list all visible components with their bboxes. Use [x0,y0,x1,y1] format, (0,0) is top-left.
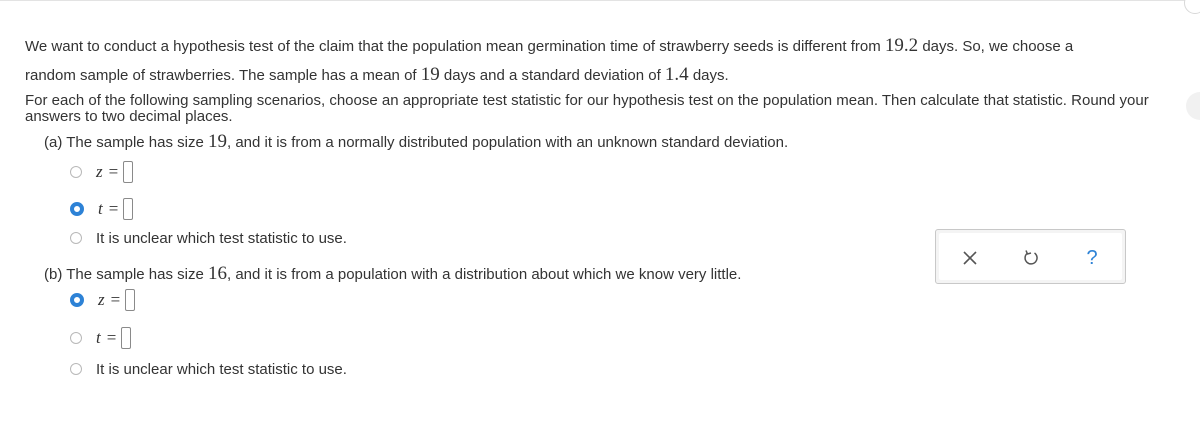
part-a-label: (a) [44,134,63,151]
t-variable: t [98,199,103,218]
t-answer-input[interactable] [123,198,133,220]
side-tab[interactable] [1186,92,1200,120]
part-b-sample-size: 16 [208,263,227,284]
part-b-option-t[interactable] [70,326,131,350]
option-label: It is unclear which test statistic to use. [96,229,347,247]
part-a-option-unclear[interactable] [70,226,347,250]
intro-text: random sample of strawberries. The sample has a mean of [25,67,417,84]
help-button[interactable] [1080,246,1104,270]
equals-sign: = [108,199,119,218]
claimed-mean-value: 19.2 [884,35,919,56]
radio-button-selected[interactable] [70,293,84,307]
intro-text: days and a standard deviation of [443,67,661,84]
intro-line-1 [25,33,1175,59]
z-answer-input[interactable] [123,161,133,183]
equals-sign: = [108,162,119,181]
intro-text: days. So, we choose a [922,38,1074,55]
std-dev-value: 1.4 [664,64,689,85]
z-answer-input[interactable] [125,289,135,311]
clear-button[interactable] [958,246,982,270]
part-b-label: (b) [44,266,63,283]
part-b-option-unclear[interactable] [70,357,347,381]
radio-button[interactable] [70,166,82,178]
t-answer-input[interactable] [121,327,131,349]
z-variable: z [96,162,103,181]
sample-mean-value: 19 [420,64,440,85]
part-a-sample-size: 19 [208,131,227,152]
undo-icon [1022,249,1040,267]
answer-toolbar [935,229,1126,284]
close-icon [962,250,978,266]
intro-text: We want to conduct a hypothesis test of the claim that the population mean germination time of strawberry seeds is different from [25,38,881,55]
t-variable: t [96,328,101,347]
help-icon: ? [1086,246,1098,269]
part-b-text: The sample has size [66,266,204,283]
part-a-text: The sample has size [66,134,204,151]
radio-button[interactable] [70,363,82,375]
toolbar-panel [939,233,1122,280]
problem-intro [25,33,1175,88]
equals-sign: = [106,328,117,347]
z-variable: z [98,290,105,309]
part-b-option-z[interactable] [70,288,135,312]
top-border [0,0,1186,1]
part-a-option-z[interactable] [70,160,133,184]
radio-button[interactable] [70,332,82,344]
radio-button[interactable] [70,232,82,244]
part-b-text: , and it is from a population with a distribution about which we know very little. [227,266,742,283]
part-a-text: , and it is from a normally distributed population with an unknown standard deviation. [227,134,789,151]
corner-decoration [1184,0,1200,14]
instructions: For each of the following sampling scenarios, choose an appropriate test statistic for our hypothesis test on the population mean. Then calculate that statistic. Round your answers to two decimal places. [25,92,1149,125]
radio-button-selected[interactable] [70,202,84,216]
reset-button[interactable] [1019,246,1043,270]
intro-line-2 [25,62,1175,88]
equals-sign: = [110,290,121,309]
option-label: It is unclear which test statistic to use. [96,360,347,378]
part-a-prompt [44,129,1194,155]
intro-text: days. [692,67,729,84]
part-a-option-t[interactable] [70,197,133,221]
